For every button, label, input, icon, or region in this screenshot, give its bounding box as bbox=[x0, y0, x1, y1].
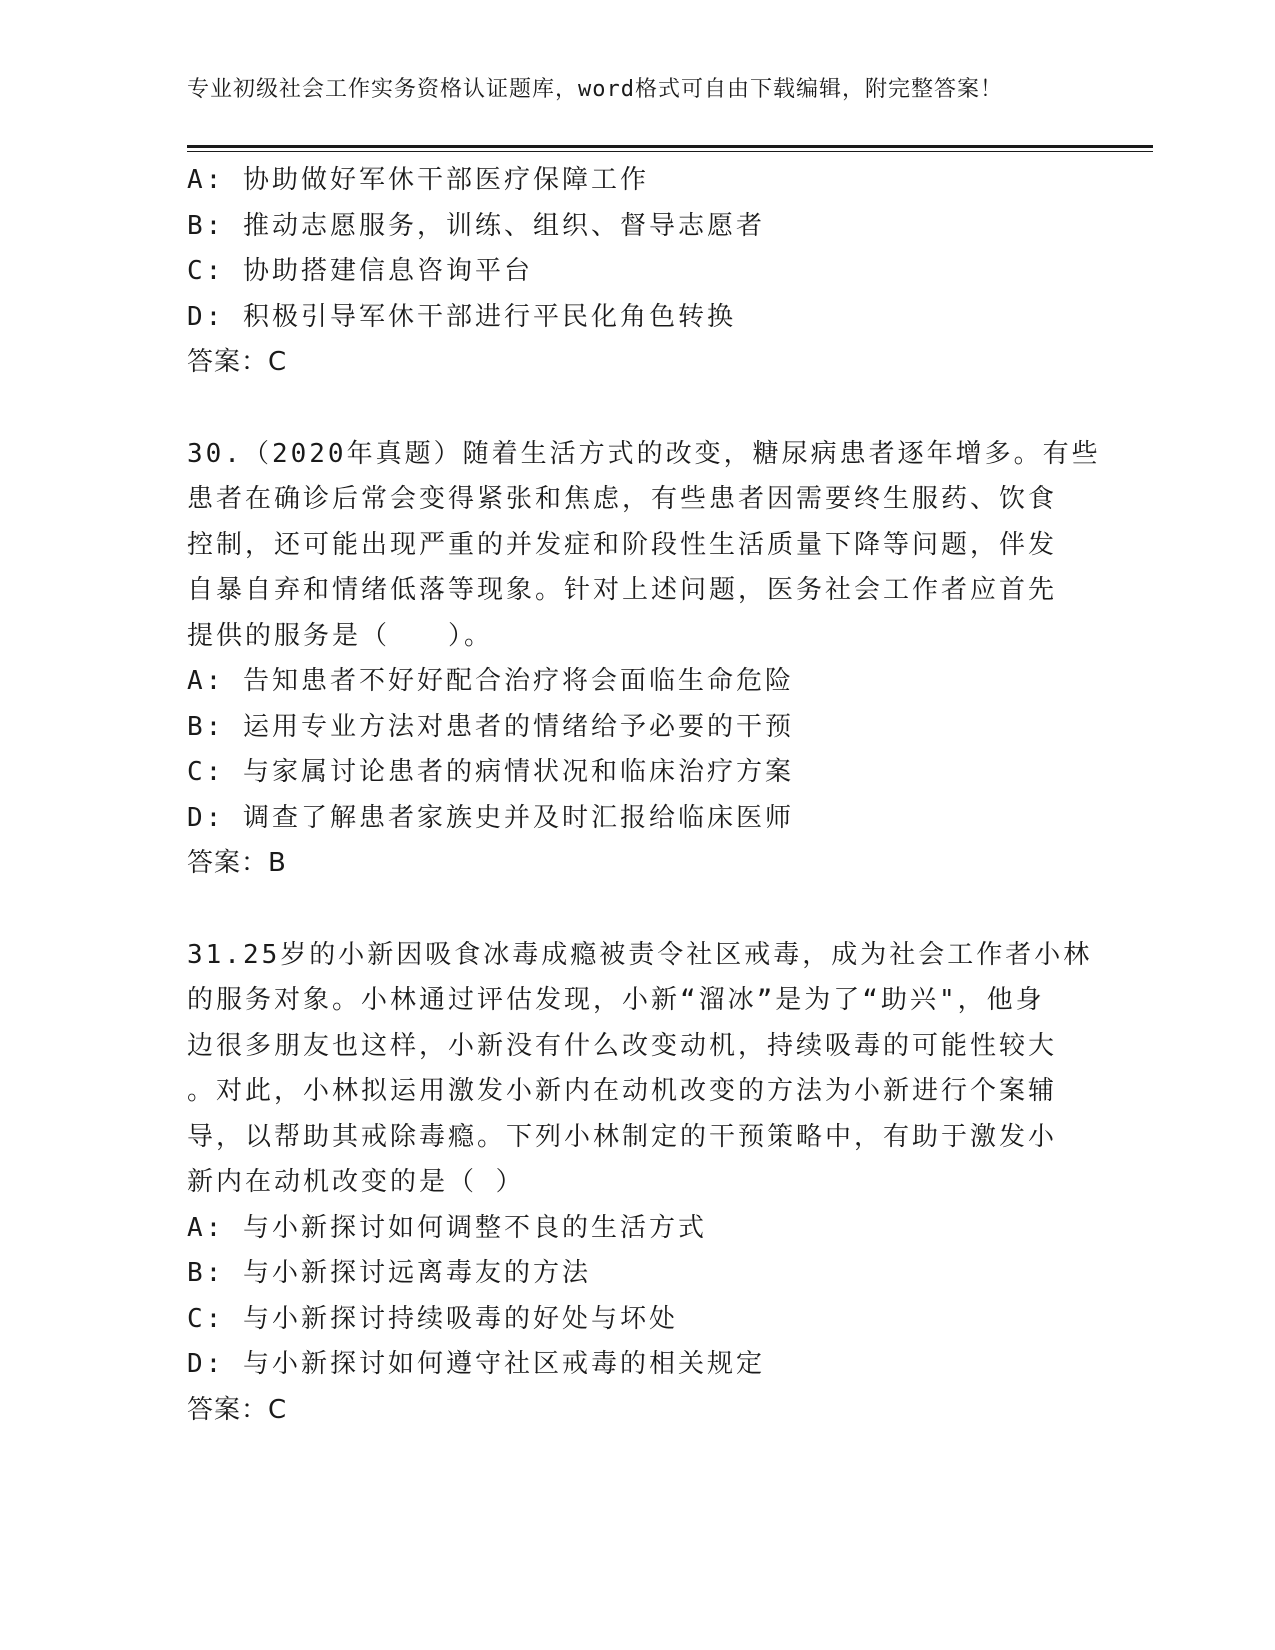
spacer bbox=[187, 386, 1087, 432]
q30-stem-line: 自暴自弃和情绪低落等现象。针对上述问题，医务社会工作者应首先 bbox=[187, 575, 1058, 605]
page-header: 专业初级社会工作实务资格认证题库，word格式可自由下载编辑，附完整答案！ bbox=[187, 77, 1003, 102]
q31-stem-line: 。对此，小林拟运用激发小新内在动机改变的方法为小新进行个案辅 bbox=[187, 1076, 1058, 1106]
q29-option-d: D: 积极引导军休干部进行平民化角色转换 bbox=[187, 301, 736, 332]
q31-option-b: B: 与小新探讨远离毒友的方法 bbox=[187, 1258, 591, 1288]
q30-option-c: C: 与家属讨论患者的病情状况和临床治疗方案 bbox=[187, 757, 794, 787]
q31-option-d: D: 与小新探讨如何遵守社区戒毒的相关规定 bbox=[187, 1349, 765, 1379]
q29-answer: 答案：C bbox=[187, 347, 288, 377]
q31-stem-line: 导，以帮助其戒除毒瘾。下列小林制定的干预策略中，有助于激发小 bbox=[187, 1121, 1058, 1152]
q30-option-d: D: 调查了解患者家族史并及时汇报给临床医师 bbox=[187, 802, 794, 833]
q29-option-a: A: 协助做好军休干部医疗保障工作 bbox=[187, 165, 649, 195]
q30-stem-line: 患者在确诊后常会变得紧张和焦虑，有些患者因需要终生服药、饮食 bbox=[187, 484, 1058, 514]
q29-option-b: B: 推动志愿服务，训练、组织、督导志愿者 bbox=[187, 210, 765, 241]
q31-option-c: C: 与小新探讨持续吸毒的好处与坏处 bbox=[187, 1303, 678, 1334]
question-content bbox=[187, 158, 1101, 1433]
header-rule-thick bbox=[187, 145, 1153, 148]
q31-stem-line: 边很多朋友也这样，小新没有什么改变动机，持续吸毒的可能性较大 bbox=[187, 1030, 1058, 1061]
q31-stem-line: 新内在动机改变的是（ ） bbox=[187, 1167, 525, 1197]
question-29-block bbox=[187, 158, 1087, 386]
q30-answer: 答案：B bbox=[187, 848, 287, 878]
q30-stem-line: 控制，还可能出现严重的并发症和阶段性生活质量下降等问题，伴发 bbox=[187, 529, 1058, 560]
q30-option-a: A: 告知患者不好好配合治疗将会面临生命危险 bbox=[187, 666, 794, 696]
spacer bbox=[187, 887, 1087, 933]
q31-stem-line: 的服务对象。小林通过评估发现，小新“溜冰”是为了“助兴"，他身 bbox=[187, 985, 1045, 1015]
q31-stem-line: 31.25岁的小新因吸食冰毒成瘾被责令社区戒毒，成为社会工作者小林 bbox=[187, 939, 1093, 970]
q30-stem-line: 提供的服务是（ ）。 bbox=[187, 620, 494, 651]
q30-option-b: B: 运用专业方法对患者的情绪给予必要的干预 bbox=[187, 711, 794, 742]
q29-option-c: C: 协助搭建信息咨询平台 bbox=[187, 256, 533, 286]
question-31-block bbox=[187, 933, 1093, 1434]
q31-option-a: A: 与小新探讨如何调整不良的生活方式 bbox=[187, 1212, 707, 1243]
header-rule-thin bbox=[187, 151, 1153, 152]
q30-stem-line: 30.（2020年真题）随着生活方式的改变，糖尿病患者逐年增多。有些 bbox=[187, 438, 1101, 469]
question-30-block bbox=[187, 432, 1101, 887]
q31-answer: 答案：C bbox=[187, 1394, 288, 1425]
